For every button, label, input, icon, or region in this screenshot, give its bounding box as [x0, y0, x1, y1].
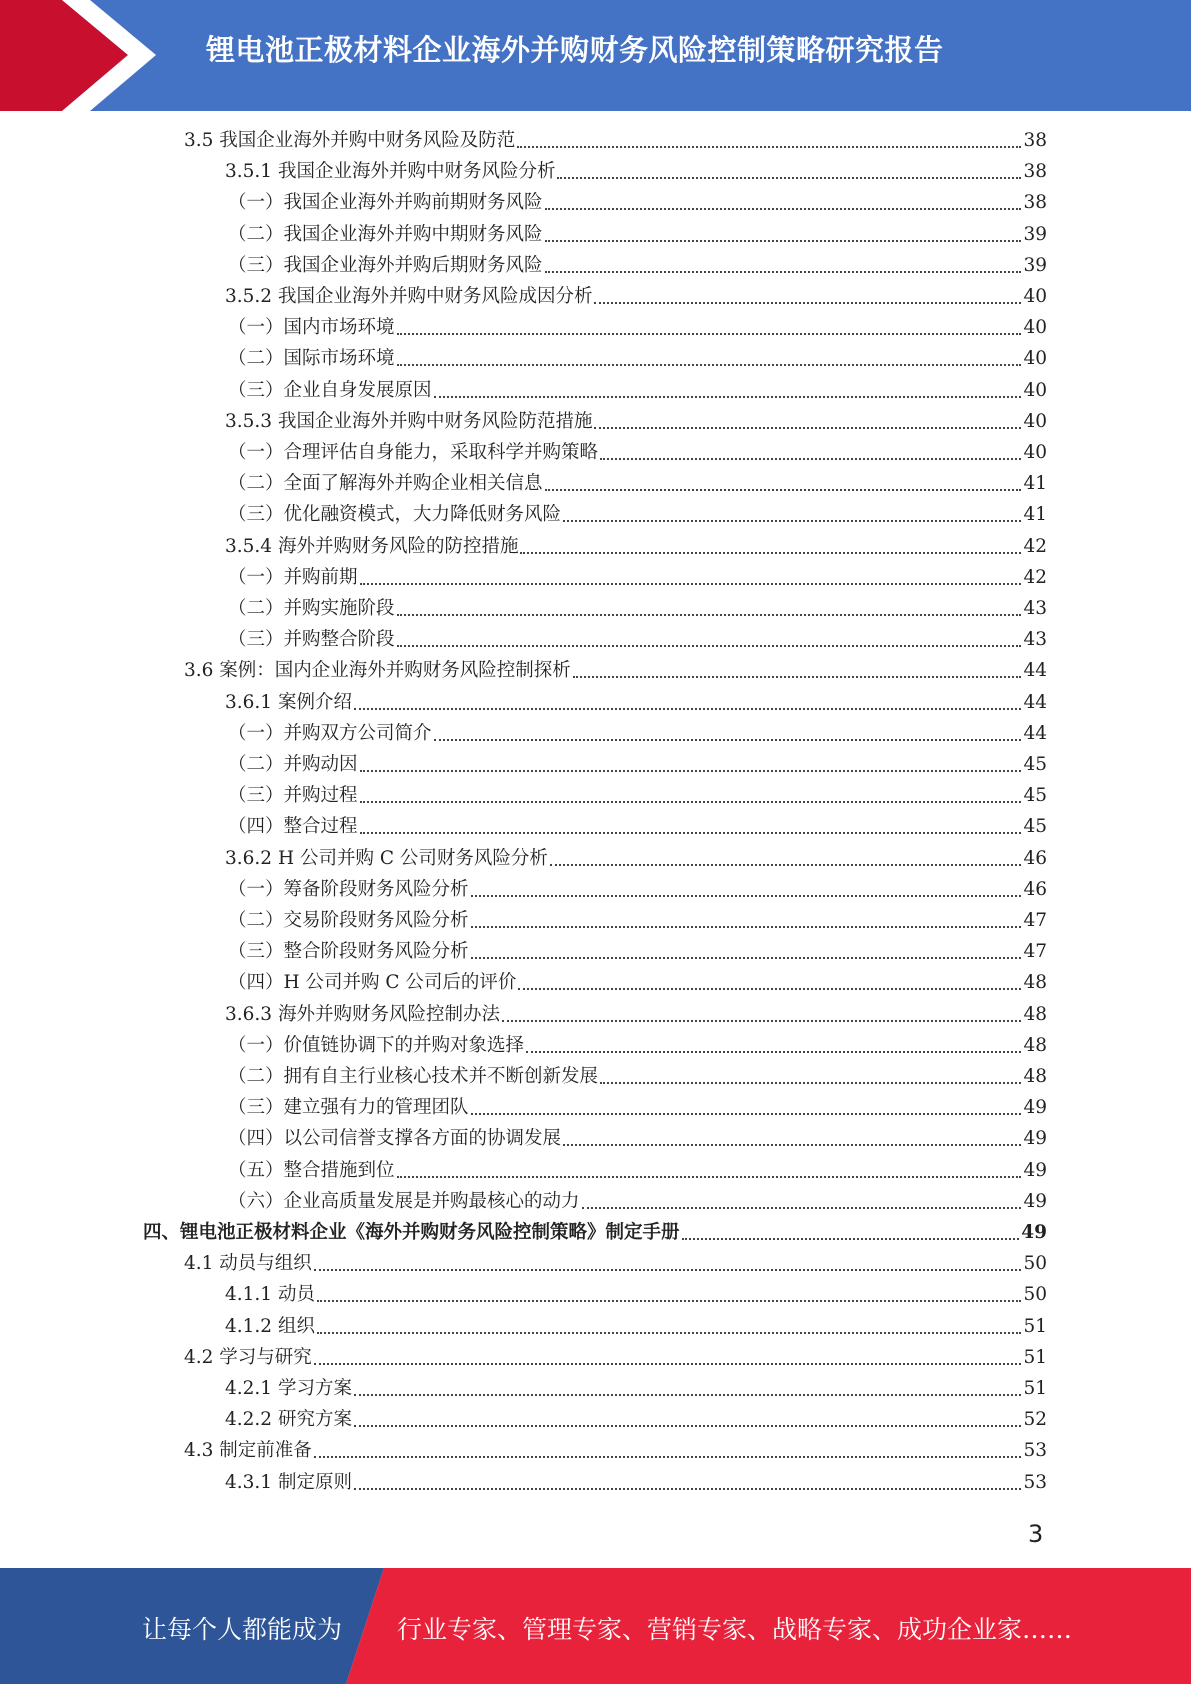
toc-entry-page: 40 [1023, 410, 1047, 432]
toc-entry[interactable] [228, 221, 1047, 249]
toc-entry-label: 4.3.1 制定原则 [225, 1471, 352, 1493]
toc-entry[interactable] [225, 1375, 1047, 1403]
toc-entry-page: 49 [1023, 1159, 1047, 1181]
toc-entry-page: 48 [1023, 1003, 1047, 1025]
toc-dot-leader [550, 864, 1022, 866]
toc-dot-leader [354, 1488, 1022, 1490]
toc-entry-page: 53 [1023, 1440, 1047, 1462]
toc-dot-leader [314, 1269, 1022, 1271]
toc-dot-leader [545, 208, 1022, 210]
toc-entry-label: 4.1 动员与组织 [184, 1253, 312, 1275]
toc-entry-label: 3.6.3 海外并购财务风险控制办法 [225, 1003, 500, 1025]
toc-entry-label: （三）建立强有力的管理团队 [228, 1097, 469, 1119]
toc-entry-page: 46 [1023, 878, 1047, 900]
page-footer-band [0, 1568, 1191, 1684]
toc-dot-leader [360, 801, 1022, 803]
toc-entry[interactable] [225, 158, 1047, 186]
toc-dot-leader [317, 1300, 1022, 1302]
toc-entry-label: （四）H 公司并购 C 公司后的评价 [228, 972, 517, 994]
toc-dot-leader [600, 1082, 1021, 1084]
toc-entry-page: 42 [1023, 566, 1047, 588]
toc-entry[interactable] [184, 127, 1047, 155]
toc-entry-page: 40 [1023, 379, 1047, 401]
toc-dot-leader [582, 1207, 1022, 1209]
toc-entry-label: （三）并购过程 [228, 785, 358, 807]
toc-entry[interactable] [225, 533, 1047, 561]
toc-entry-page: 42 [1023, 535, 1047, 557]
toc-entry-page: 49 [1023, 1128, 1047, 1150]
toc-dot-leader [563, 1144, 1021, 1146]
toc-dot-leader [517, 146, 1021, 148]
toc-entry-label: 3.5.2 我国企业海外并购中财务风险成因分析 [225, 286, 593, 307]
toc-entry-page: 50 [1023, 1284, 1047, 1306]
toc-dot-leader [354, 1394, 1022, 1396]
toc-dot-leader [354, 1425, 1022, 1427]
toc-entry[interactable] [228, 907, 1047, 935]
toc-entry-label: （二）国际市场环境 [228, 348, 395, 370]
toc-entry-page: 44 [1023, 722, 1047, 744]
toc-dot-leader [563, 520, 1021, 522]
toc-dot-leader [518, 988, 1021, 990]
toc-entry-label: 3.5.4 海外并购财务风险的防控措施 [225, 535, 519, 557]
toc-entry-page: 40 [1023, 286, 1047, 307]
toc-entry-page: 47 [1023, 910, 1047, 931]
toc-entry-page: 40 [1023, 348, 1047, 370]
toc-entry[interactable] [225, 1469, 1047, 1497]
toc-entry[interactable] [225, 689, 1047, 717]
toc-entry-page: 44 [1023, 660, 1047, 682]
toc-entry-page: 52 [1023, 1409, 1047, 1431]
toc-dot-leader [317, 1332, 1022, 1334]
toc-dot-leader [360, 583, 1022, 585]
toc-entry[interactable] [228, 595, 1047, 623]
toc-entry-page: 40 [1023, 442, 1047, 463]
toc-entry-page: 46 [1023, 847, 1047, 869]
toc-entry-label: 4.1.2 组织 [225, 1315, 315, 1337]
toc-dot-leader [397, 1176, 1022, 1178]
toc-entry-page: 43 [1023, 598, 1047, 619]
toc-entry-label: 3.5 我国企业海外并购中财务风险及防范 [184, 130, 516, 151]
toc-entry-page: 51 [1023, 1315, 1047, 1337]
toc-entry[interactable] [228, 564, 1047, 592]
toc-entry[interactable] [228, 439, 1047, 467]
toc-entry[interactable] [225, 283, 1047, 311]
toc-entry[interactable] [228, 377, 1047, 405]
toc-dot-leader [397, 645, 1022, 647]
toc-dot-leader [434, 739, 1022, 741]
toc-entry[interactable] [225, 1406, 1047, 1434]
toc-dot-leader [545, 240, 1022, 242]
toc-entry-label: （二）全面了解海外并购企业相关信息 [228, 473, 543, 495]
toc-entry-label: 4.2.1 学习方案 [225, 1378, 352, 1399]
toc-entry-label: （一）并购前期 [228, 566, 358, 588]
toc-entry-label: （二）并购动因 [228, 754, 358, 775]
toc-entry-label: 4.2.2 研究方案 [225, 1409, 352, 1431]
toc-entry-label: （四）整合过程 [228, 816, 358, 838]
toc-entry-page: 38 [1023, 192, 1047, 214]
footer-slogan-right: 行业专家、管理专家、营销专家、战略专家、成功企业家…… [397, 1615, 1073, 1644]
toc-entry-page: 45 [1023, 754, 1047, 775]
toc-entry[interactable] [184, 1437, 1047, 1465]
toc-entry[interactable] [228, 501, 1047, 529]
toc-entry-label: 3.5.3 我国企业海外并购中财务风险防范措施 [225, 410, 593, 432]
toc-entry-label: （三）并购整合阶段 [228, 629, 395, 651]
toc-entry-label: （五）整合措施到位 [228, 1159, 395, 1181]
toc-entry[interactable] [228, 470, 1047, 498]
toc-entry-page: 45 [1023, 816, 1047, 838]
toc-entry-page: 44 [1023, 691, 1047, 713]
toc-entry[interactable] [184, 657, 1047, 685]
toc-dot-leader [557, 177, 1021, 179]
toc-entry-label: （二）拥有自主行业核心技术并不断创新发展 [228, 1066, 599, 1087]
toc-dot-leader [545, 489, 1022, 491]
toc-entry-label: （一）我国企业海外并购前期财务风险 [228, 192, 543, 214]
toc-entry-label: （一）合理评估自身能力，采取科学并购策略 [228, 442, 599, 463]
toc-entry-label: 4.1.1 动员 [225, 1284, 315, 1306]
toc-entry-label: 4.2 学习与研究 [184, 1346, 312, 1368]
toc-entry-label: 3.6 案例：国内企业海外并购财务风险控制探析 [184, 660, 571, 682]
toc-entry-label: 3.5.1 我国企业海外并购中财务风险分析 [225, 161, 556, 183]
toc-entry-page: 49 [1023, 1190, 1047, 1212]
toc-entry[interactable] [225, 1001, 1047, 1029]
toc-entry[interactable] [228, 876, 1047, 904]
toc-entry-page: 39 [1023, 223, 1047, 245]
toc-dot-leader [397, 614, 1022, 616]
toc-entry[interactable] [225, 1313, 1047, 1341]
toc-entry[interactable] [184, 1250, 1047, 1278]
toc-dot-leader [520, 552, 1021, 554]
toc-entry-page: 49 [1021, 1222, 1047, 1243]
toc-entry[interactable] [228, 938, 1047, 966]
toc-entry-page: 41 [1023, 504, 1047, 526]
toc-dot-leader [545, 271, 1022, 273]
toc-entry[interactable] [228, 252, 1047, 280]
toc-entry[interactable] [228, 1188, 1047, 1216]
toc-entry-label: （一）国内市场环境 [228, 317, 395, 339]
toc-entry[interactable] [228, 189, 1047, 217]
toc-entry-page: 51 [1023, 1346, 1047, 1368]
toc-entry-label: （二）交易阶段财务风险分析 [228, 910, 469, 931]
toc-entry-page: 49 [1023, 1097, 1047, 1119]
document-title: 锂电池正极材料企业海外并购财务风险控制策略研究报告 [206, 33, 944, 67]
toc-entry-page: 53 [1023, 1471, 1047, 1493]
toc-entry[interactable] [143, 1219, 1047, 1247]
toc-entry[interactable] [228, 969, 1047, 997]
toc-entry[interactable] [228, 782, 1047, 810]
toc-entry-page: 40 [1023, 317, 1047, 339]
toc-dot-leader [354, 708, 1022, 710]
toc-entry-page: 51 [1023, 1378, 1047, 1399]
toc-entry-page: 43 [1023, 629, 1047, 651]
toc-entry[interactable] [228, 1063, 1047, 1091]
toc-dot-leader [397, 364, 1022, 366]
toc-entry[interactable] [228, 314, 1047, 342]
toc-entry-label: 四、锂电池正极材料企业《海外并购财务风险控制策略》制定手册 [143, 1222, 680, 1243]
toc-entry[interactable] [228, 813, 1047, 841]
toc-entry-label: （一）并购双方公司简介 [228, 722, 432, 744]
toc-dot-leader [573, 676, 1022, 678]
toc-entry-page: 45 [1023, 785, 1047, 807]
toc-entry-label: （一）价值链协调下的并购对象选择 [228, 1034, 525, 1056]
toc-dot-leader [502, 1020, 1021, 1022]
toc-entry-page: 48 [1023, 1034, 1047, 1056]
toc-dot-leader [594, 302, 1021, 304]
toc-dot-leader [471, 926, 1022, 928]
toc-dot-leader [360, 770, 1022, 772]
toc-entry[interactable] [228, 1125, 1047, 1153]
toc-entry-label: 4.3 制定前准备 [184, 1440, 312, 1462]
toc-dot-leader [526, 1051, 1021, 1053]
toc-entry-label: （二）我国企业海外并购中期财务风险 [228, 223, 543, 245]
toc-entry-page: 38 [1023, 130, 1047, 151]
toc-entry-page: 39 [1023, 254, 1047, 276]
toc-dot-leader [600, 458, 1021, 460]
toc-dot-leader [360, 832, 1022, 834]
toc-entry-label: （三）整合阶段财务风险分析 [228, 941, 469, 963]
toc-entry-label: 3.6.2 H 公司并购 C 公司财务风险分析 [225, 847, 548, 869]
toc-entry[interactable] [228, 626, 1047, 654]
toc-entry-label: （四）以公司信誉支撑各方面的协调发展 [228, 1128, 562, 1150]
toc-entry-label: （三）我国企业海外并购后期财务风险 [228, 254, 543, 276]
toc-dot-leader [314, 1456, 1022, 1458]
toc-dot-leader [594, 427, 1021, 429]
toc-entry[interactable] [184, 1344, 1047, 1372]
toc-entry[interactable] [225, 408, 1047, 436]
toc-entry-page: 47 [1023, 941, 1047, 963]
toc-entry-page: 48 [1023, 1066, 1047, 1087]
toc-entry-label: 3.6.1 案例介绍 [225, 691, 352, 713]
toc-dot-leader [471, 957, 1022, 959]
toc-entry[interactable] [228, 751, 1047, 779]
toc-entry[interactable] [228, 1032, 1047, 1060]
page-header-band [0, 0, 1191, 111]
toc-entry-label: （二）并购实施阶段 [228, 598, 395, 619]
toc-entry-label: （六）企业高质量发展是并购最核心的动力 [228, 1190, 580, 1212]
toc-dot-leader [682, 1238, 1020, 1240]
toc-dot-leader [314, 1363, 1022, 1365]
toc-entry-label: （三）企业自身发展原因 [228, 379, 432, 401]
toc-entry-label: （一）筹备阶段财务风险分析 [228, 878, 469, 900]
toc-entry[interactable] [228, 345, 1047, 373]
page-number: 3 [1028, 1520, 1044, 1548]
toc-entry-page: 38 [1023, 161, 1047, 183]
toc-dot-leader [397, 333, 1022, 335]
toc-dot-leader [434, 396, 1022, 398]
toc-entry-page: 41 [1023, 473, 1047, 495]
footer-slogan-left: 让每个人都能成为 [142, 1615, 343, 1644]
toc-entry[interactable] [225, 845, 1047, 873]
toc-entry[interactable] [225, 1281, 1047, 1309]
toc-entry-page: 50 [1023, 1253, 1047, 1275]
toc-entry[interactable] [228, 1094, 1047, 1122]
toc-entry-label: （三）优化融资模式，大力降低财务风险 [228, 504, 562, 526]
toc-dot-leader [471, 895, 1022, 897]
toc-entry[interactable] [228, 1157, 1047, 1185]
toc-dot-leader [471, 1113, 1022, 1115]
toc-entry-page: 48 [1023, 972, 1047, 994]
toc-entry[interactable] [228, 720, 1047, 748]
